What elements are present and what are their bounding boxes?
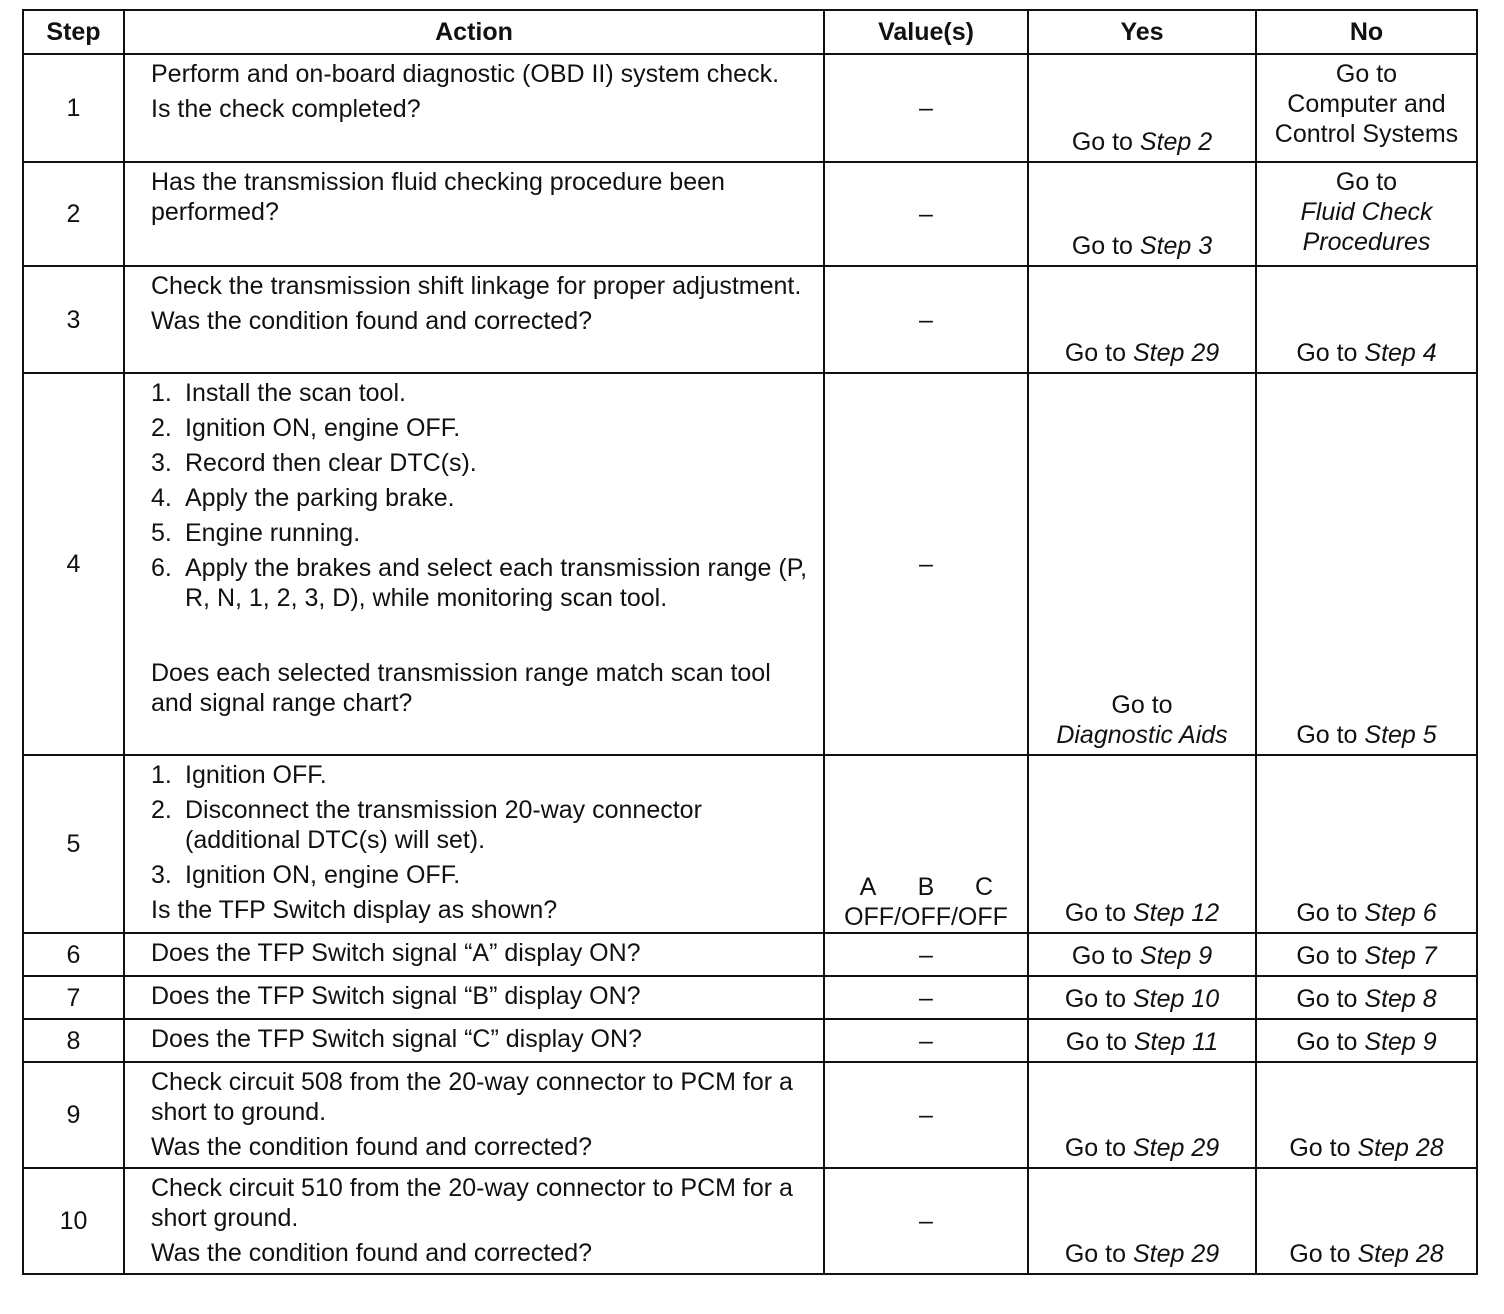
action-step-item	[151, 413, 813, 443]
table-body	[23, 54, 1477, 1274]
value-cell: –	[824, 373, 1028, 755]
go-to-target: Step 10	[1132, 985, 1220, 1013]
action-step-text: Ignition ON, engine OFF.	[185, 861, 461, 889]
go-to-target: Step 29	[1132, 1240, 1220, 1268]
action-step-item	[151, 760, 813, 790]
yes-cell	[1028, 1019, 1256, 1062]
action-step-number: 4.	[151, 484, 172, 512]
action-text: Was the condition found and corrected?	[151, 1239, 593, 1267]
diagnostic-table	[22, 9, 1478, 1275]
result-line: Fluid Check	[1300, 198, 1433, 226]
action-step-item	[151, 378, 813, 408]
signal-labels	[825, 872, 1027, 902]
action-step-number: 6.	[151, 554, 172, 582]
value-cell: –	[824, 1168, 1028, 1274]
go-to-text: Go to Step 29	[1064, 339, 1220, 367]
action-step-number: 5.	[151, 519, 172, 547]
no-cell	[1256, 976, 1477, 1019]
action-cell	[124, 755, 824, 933]
no-cell	[1256, 162, 1477, 266]
value-cell: –	[824, 976, 1028, 1019]
result-line: Computer and	[1287, 90, 1446, 118]
go-to-text: Go to Step 11	[1065, 1028, 1219, 1056]
step-number: 8	[23, 1019, 124, 1062]
result-line: Go to	[1335, 168, 1398, 196]
result-line: Go to	[1111, 691, 1173, 719]
go-to-text: Go to Step 4	[1296, 339, 1437, 367]
no-cell	[1256, 1062, 1477, 1168]
yes-cell	[1028, 755, 1256, 933]
value-cell	[824, 755, 1028, 933]
go-to-target: Step 28	[1357, 1240, 1444, 1268]
action-step-number: 2.	[151, 796, 172, 824]
go-to-target: Step 28	[1357, 1134, 1444, 1162]
spacer	[151, 618, 813, 658]
header-row	[23, 10, 1477, 54]
action-step-text: Apply the parking brake.	[185, 484, 455, 512]
action-cell	[124, 1019, 824, 1062]
table-row	[23, 933, 1477, 976]
go-to-target: Step 5	[1364, 721, 1437, 749]
step-number: 7	[23, 976, 124, 1019]
action-text: Check circuit 510 from the 20-way connector to PCM for a short ground.	[151, 1174, 793, 1232]
yes-cell	[1028, 373, 1256, 755]
signal-values: OFF/OFF/OFF	[844, 903, 1008, 931]
go-to-text: Go to Step 9	[1296, 1028, 1437, 1056]
go-to-target: Step 6	[1364, 899, 1437, 927]
action-step-number: 1.	[151, 379, 172, 407]
table-row	[23, 1062, 1477, 1168]
yes-cell	[1028, 1168, 1256, 1274]
go-to-target: Step 7	[1364, 942, 1437, 970]
yes-cell	[1028, 266, 1256, 373]
action-question: Is the TFP Switch display as shown?	[151, 896, 558, 924]
action-cell	[124, 1062, 824, 1168]
go-to-target: Step 29	[1132, 339, 1220, 367]
action-step-number: 3.	[151, 449, 172, 477]
action-step-text: Disconnect the transmission 20-way connector (additional DTC(s) will set).	[185, 796, 702, 854]
action-cell	[124, 933, 824, 976]
no-cell	[1256, 1019, 1477, 1062]
no-cell	[1256, 755, 1477, 933]
table-row	[23, 162, 1477, 266]
value-cell: –	[824, 933, 1028, 976]
go-to-text: Go to Step 5	[1296, 721, 1437, 749]
signal-label: B	[917, 873, 935, 901]
action-step-item	[151, 448, 813, 478]
action-steps-list	[151, 378, 813, 613]
go-to-target: Step 2	[1139, 128, 1213, 156]
action-step-text: Ignition OFF.	[185, 761, 327, 789]
action-text: Was the condition found and corrected?	[151, 307, 593, 335]
header-no: No	[1256, 10, 1477, 54]
go-to-target: Step 3	[1139, 232, 1213, 260]
action-cell	[124, 162, 824, 266]
table-row	[23, 976, 1477, 1019]
table-row	[23, 1168, 1477, 1274]
no-cell	[1256, 266, 1477, 373]
go-to-target: Step 9	[1364, 1028, 1437, 1056]
step-number: 10	[23, 1168, 124, 1274]
table-row	[23, 54, 1477, 162]
action-step-text: Apply the brakes and select each transmission range (P, R, N, 1, 2, 3, D), while monitoring scan tool.	[185, 554, 808, 612]
go-to-target: Step 9	[1139, 942, 1213, 970]
go-to-text: Go to Step 28	[1289, 1240, 1444, 1268]
go-to-target: Step 4	[1364, 339, 1437, 367]
header-step: Step	[23, 10, 124, 54]
go-to-text: Go to Step 12	[1064, 899, 1220, 927]
go-to-target: Step 11	[1133, 1028, 1219, 1056]
yes-cell	[1028, 933, 1256, 976]
value-cell: –	[824, 1062, 1028, 1168]
action-cell	[124, 54, 824, 162]
step-number: 3	[23, 266, 124, 373]
header-action: Action	[124, 10, 824, 54]
action-text: Does the TFP Switch signal “C” display ON?	[151, 1025, 642, 1053]
action-step-text: Engine running.	[185, 519, 361, 547]
go-to-text: Go to Step 7	[1296, 942, 1437, 970]
yes-cell	[1028, 1062, 1256, 1168]
action-cell	[124, 373, 824, 755]
action-step-item	[151, 553, 813, 613]
go-to-text: Go to Step 29	[1064, 1134, 1220, 1162]
step-number: 5	[23, 755, 124, 933]
step-number: 9	[23, 1062, 124, 1168]
action-step-text: Install the scan tool.	[185, 379, 406, 407]
table-row	[23, 266, 1477, 373]
go-to-text: Go to Step 2	[1071, 128, 1213, 156]
header-values: Value(s)	[824, 10, 1028, 54]
table-row	[23, 373, 1477, 755]
yes-cell	[1028, 54, 1256, 162]
signal-label: A	[859, 873, 877, 901]
go-to-text: Go to Step 10	[1064, 985, 1220, 1013]
action-text: Perform and on-board diagnostic (OBD II) system check.	[151, 60, 780, 88]
go-to-target: Step 29	[1132, 1134, 1220, 1162]
step-number: 2	[23, 162, 124, 266]
table-row	[23, 1019, 1477, 1062]
result-line: Diagnostic Aids	[1056, 721, 1228, 749]
no-cell	[1256, 373, 1477, 755]
value-cell: –	[824, 266, 1028, 373]
action-text: Was the condition found and corrected?	[151, 1133, 593, 1161]
go-to-text: Go to Step 28	[1289, 1134, 1444, 1162]
action-step-text: Ignition ON, engine OFF.	[185, 414, 461, 442]
action-step-item	[151, 483, 813, 513]
action-cell	[124, 1168, 824, 1274]
signal-label: C	[974, 873, 994, 901]
action-question: Does each selected transmission range match scan tool and signal range chart?	[151, 659, 771, 717]
header-yes: Yes	[1028, 10, 1256, 54]
action-text: Does the TFP Switch signal “A” display ON?	[151, 939, 641, 967]
action-cell	[124, 976, 824, 1019]
value-cell: –	[824, 54, 1028, 162]
yes-cell	[1028, 162, 1256, 266]
go-to-text: Go to Step 3	[1071, 232, 1213, 260]
go-to-text: Go to Step 9	[1071, 942, 1213, 970]
value-cell: –	[824, 162, 1028, 266]
table-row	[23, 755, 1477, 933]
go-to-text: Go to Step 8	[1296, 985, 1437, 1013]
action-text: Does the TFP Switch signal “B” display ON?	[151, 982, 641, 1010]
action-step-item	[151, 860, 813, 890]
go-to-target: Step 8	[1364, 985, 1437, 1013]
action-step-number: 2.	[151, 414, 172, 442]
action-step-item	[151, 795, 813, 855]
result-line: Procedures	[1302, 228, 1431, 256]
action-step-number: 3.	[151, 861, 172, 889]
action-step-text: Record then clear DTC(s).	[185, 449, 477, 477]
value-cell: –	[824, 1019, 1028, 1062]
action-step-number: 1.	[151, 761, 172, 789]
action-text: Has the transmission fluid checking procedure been performed?	[151, 168, 725, 226]
action-text: Check the transmission shift linkage for proper adjustment.	[151, 272, 802, 300]
step-number: 6	[23, 933, 124, 976]
result-line: Go to	[1335, 60, 1398, 88]
no-cell	[1256, 933, 1477, 976]
action-cell	[124, 266, 824, 373]
action-text: Check circuit 508 from the 20-way connector to PCM for a short to ground.	[151, 1068, 793, 1126]
no-cell	[1256, 1168, 1477, 1274]
step-number: 1	[23, 54, 124, 162]
action-steps-list	[151, 760, 813, 890]
go-to-target: Step 12	[1132, 899, 1220, 927]
action-step-item	[151, 518, 813, 548]
go-to-text: Go to Step 6	[1296, 899, 1437, 927]
action-text: Is the check completed?	[151, 95, 421, 123]
go-to-text: Go to Step 29	[1064, 1240, 1220, 1268]
step-number: 4	[23, 373, 124, 755]
no-cell	[1256, 54, 1477, 162]
yes-cell	[1028, 976, 1256, 1019]
result-line: Control Systems	[1274, 120, 1459, 148]
